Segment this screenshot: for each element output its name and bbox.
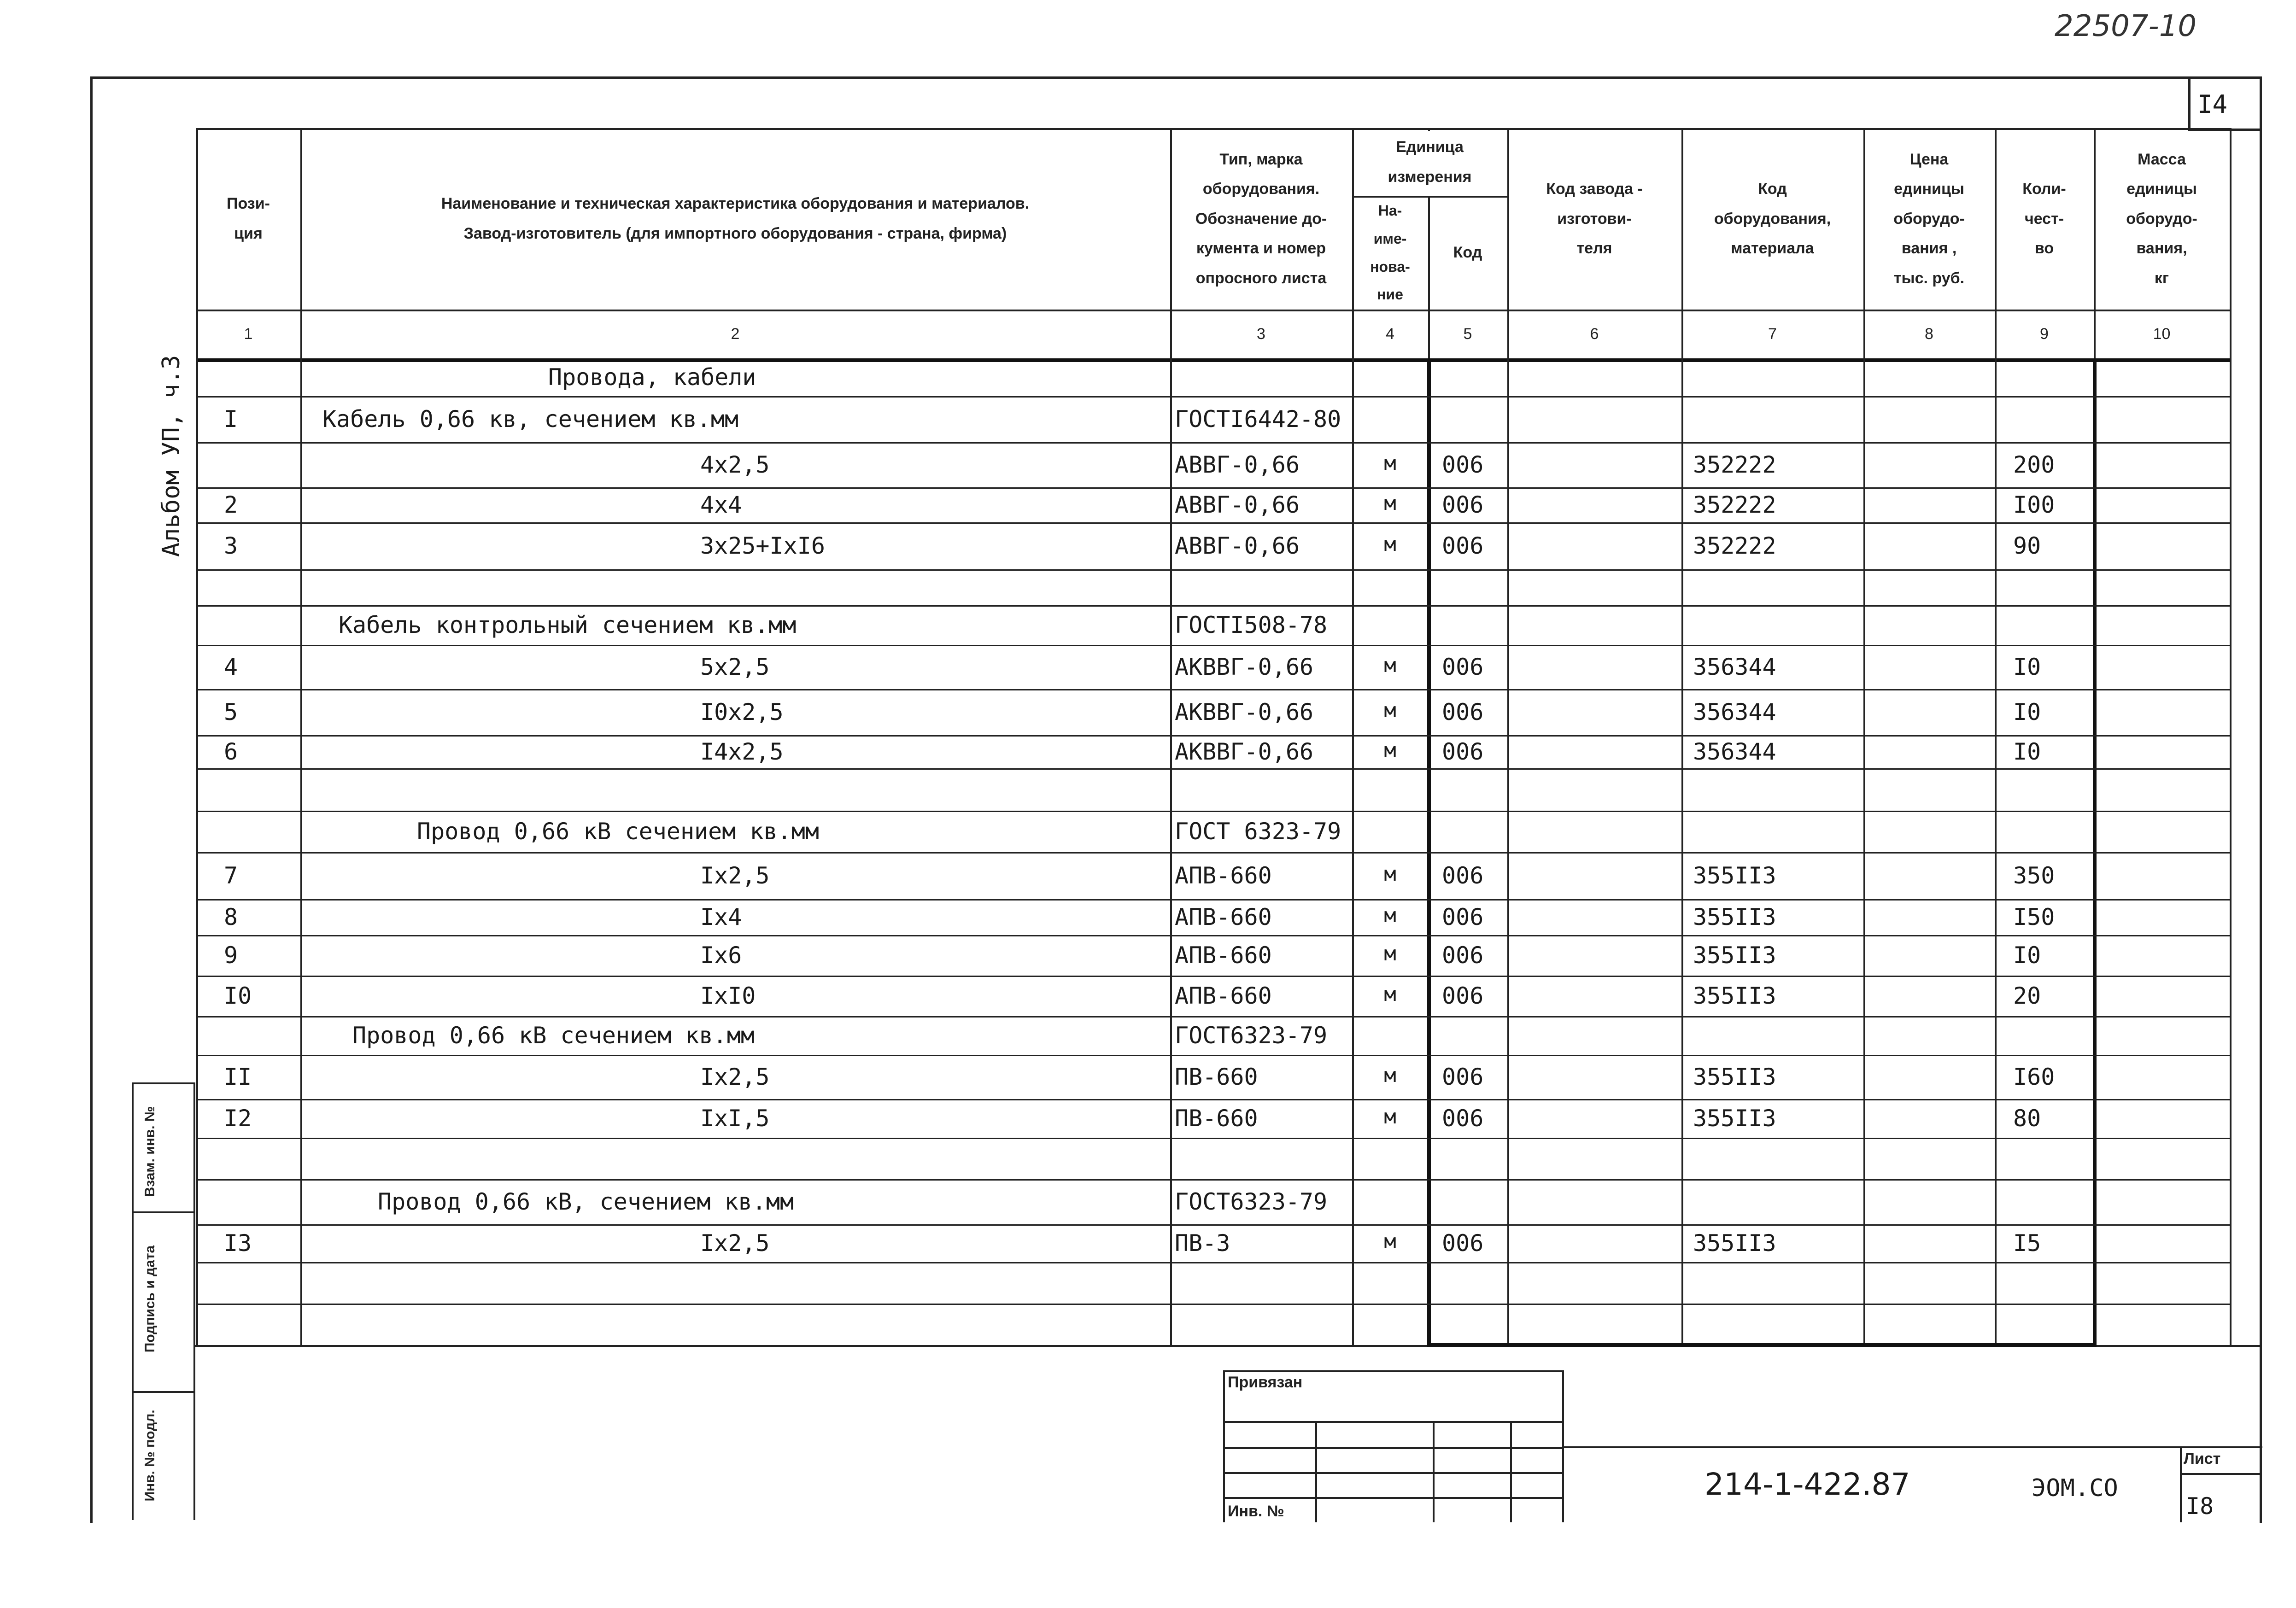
stamp-line [1510, 1421, 1512, 1522]
quantity-cell: I0 [2013, 942, 2041, 969]
unit-code-cell: 006 [1442, 862, 1484, 889]
unit-cell: м [1384, 491, 1396, 515]
stamp-line [1223, 1472, 1564, 1474]
type-cell: АВВГ-0,66 [1175, 532, 1300, 559]
document-code-handwritten: 22507-10 [2055, 9, 2197, 43]
attached-label: Привязан [1228, 1374, 1303, 1391]
item-name-cell: Ix6 [700, 942, 742, 969]
column-number: 8 [1925, 325, 1933, 343]
quantity-cell: 350 [2013, 862, 2055, 889]
document-number: 214-1-422.87 [1704, 1467, 1910, 1502]
item-name-cell: Ix2,5 [700, 1064, 770, 1090]
type-cell: ГОСТI6442-80 [1175, 406, 1341, 433]
item-name-cell: I0x2,5 [700, 699, 784, 725]
unit-code-cell: 006 [1442, 699, 1484, 725]
position-cell: 7 [224, 862, 238, 889]
type-cell: ПВ-660 [1175, 1105, 1258, 1132]
type-cell: ГОСТ 6323-79 [1175, 818, 1341, 845]
header-material-code: Код оборудования, материала [1714, 180, 1831, 257]
unit-cell: м [1384, 1064, 1396, 1087]
stamp-line [1562, 1446, 2262, 1448]
item-name-cell: 4x4 [700, 491, 742, 518]
header-unit-name: На- име- нова- ние [1370, 202, 1410, 303]
material-code-cell: 355II3 [1693, 942, 1776, 969]
position-cell: I2 [224, 1105, 252, 1132]
column-line-10 [2230, 128, 2232, 1345]
stamp-line [1223, 1370, 1225, 1522]
binding-strip-line-2 [193, 1082, 195, 1520]
stamp-line [1223, 1447, 1564, 1449]
header-name: Наименование и техническая характеристика оборудования и материалов. Завод-изготовитель (для импортного оборудования - страна, фирма) [441, 195, 1030, 242]
quantity-cell: I0 [2013, 738, 2041, 765]
item-name-cell: I4x2,5 [700, 738, 784, 765]
material-code-cell: 355II3 [1693, 1064, 1776, 1090]
column-number: 4 [1386, 325, 1394, 343]
header-type: Тип, марка оборудования. Обозначение до- кумента и номер опросного листа [1195, 150, 1327, 287]
column-number: 10 [2153, 325, 2171, 343]
unit-code-cell: 006 [1442, 491, 1484, 518]
item-group-title: Провод 0,66 кВ, сечением кв.мм [378, 1188, 794, 1215]
header-plant-code: Код завода - изготови- теля [1546, 180, 1643, 257]
table-row [196, 1262, 2230, 1304]
type-cell: АВВГ-0,66 [1175, 491, 1300, 518]
table-row [196, 358, 2230, 396]
item-name-cell: Ix2,5 [700, 1230, 770, 1257]
sheet-number-top: I4 [2197, 90, 2228, 119]
item-name-cell: 5x2,5 [700, 654, 770, 680]
unit-code-cell: 006 [1442, 1105, 1484, 1132]
type-cell: АПВ-660 [1175, 904, 1272, 930]
type-cell: ГОСТ6323-79 [1175, 1188, 1328, 1215]
material-code-cell: 355II3 [1693, 982, 1776, 1009]
item-name-cell: Ix4 [700, 904, 742, 930]
side-label-original-inv: Инв. № подл. [142, 1409, 158, 1502]
item-name-cell: IxI0 [700, 982, 756, 1009]
quantity-cell: I0 [2013, 699, 2041, 725]
material-code-cell: 356344 [1693, 738, 1776, 765]
position-cell: 8 [224, 904, 238, 930]
column-number: 3 [1257, 325, 1265, 343]
item-group-title: Провода, кабели [548, 364, 756, 391]
type-cell: ГОСТI508-78 [1175, 612, 1328, 638]
unit-code-cell: 006 [1442, 532, 1484, 559]
material-code-cell: 355II3 [1693, 1105, 1776, 1132]
unit-code-cell: 006 [1442, 1230, 1484, 1257]
unit-cell: м [1384, 738, 1396, 762]
type-cell: ПВ-660 [1175, 1064, 1258, 1090]
unit-code-cell: 006 [1442, 982, 1484, 1009]
position-cell: 3 [224, 532, 238, 559]
inventory-label: Инв. № [1228, 1503, 1284, 1520]
unit-cell: м [1384, 1105, 1396, 1129]
position-cell: I0 [224, 982, 252, 1009]
sheet-number: I8 [2186, 1493, 2214, 1520]
unit-cell: м [1384, 532, 1396, 556]
type-cell: АПВ-660 [1175, 862, 1272, 889]
album-label: Альбом УП, ч.3 [158, 355, 185, 557]
column-number: 7 [1768, 325, 1777, 343]
unit-cell: м [1384, 942, 1396, 965]
unit-code-cell: 006 [1442, 1064, 1484, 1090]
material-code-cell: 356344 [1693, 699, 1776, 725]
position-cell: II [224, 1064, 252, 1090]
stamp-line [1223, 1421, 1564, 1423]
unit-cell: м [1384, 699, 1396, 722]
binding-strip-line [132, 1082, 134, 1520]
material-code-cell: 355II3 [1693, 1230, 1776, 1257]
type-cell: АПВ-660 [1175, 942, 1272, 969]
stamp-line [2180, 1473, 2262, 1475]
header-price: Цена единицы оборудо- вания , тыс. руб. [1893, 150, 1965, 287]
position-cell: 6 [224, 738, 238, 765]
header-unit-code: Код [1453, 244, 1482, 262]
unit-cell: м [1384, 862, 1396, 886]
quantity-cell: I60 [2013, 1064, 2055, 1090]
header-quantity: Коли- чест- во [2022, 180, 2066, 257]
item-group-title: Кабель 0,66 кв, сечением кв.мм [322, 406, 739, 433]
unit-cell: м [1384, 1230, 1396, 1253]
unit-code-cell: 006 [1442, 654, 1484, 680]
unit-code-cell: 006 [1442, 904, 1484, 930]
item-group-title: Кабель контрольный сечением кв.мм [339, 612, 797, 638]
stamp-line [2180, 1446, 2182, 1522]
binding-strip-h1 [132, 1082, 195, 1084]
binding-strip-h3 [132, 1391, 195, 1393]
quantity-cell: 80 [2013, 1105, 2041, 1132]
item-name-cell: IxI,5 [700, 1105, 770, 1132]
material-code-cell: 352222 [1693, 451, 1776, 478]
type-cell: АКВВГ-0,66 [1175, 738, 1314, 765]
table-row [196, 768, 2230, 811]
type-cell: АКВВГ-0,66 [1175, 654, 1314, 680]
table-row [196, 1304, 2230, 1345]
binding-strip-h2 [132, 1211, 195, 1213]
header-unit: Единица измерения [1388, 138, 1472, 186]
stamp-line [1315, 1421, 1317, 1522]
item-name-cell: Ix2,5 [700, 862, 770, 889]
quantity-cell: 90 [2013, 532, 2041, 559]
header-position: Пози- ция [227, 195, 270, 242]
unit-code-cell: 006 [1442, 451, 1484, 478]
item-name-cell: 4x2,5 [700, 451, 770, 478]
type-cell: ПВ-3 [1175, 1230, 1230, 1257]
unit-cell: м [1384, 904, 1396, 927]
stamp-line [1223, 1497, 1564, 1499]
material-code-cell: 356344 [1693, 654, 1776, 680]
quantity-cell: 200 [2013, 451, 2055, 478]
material-code-cell: 355II3 [1693, 904, 1776, 930]
position-cell: 5 [224, 699, 238, 725]
material-code-cell: 352222 [1693, 491, 1776, 518]
header-mass: Масса единицы оборудо- вания, кг [2126, 150, 2197, 287]
quantity-cell: I5 [2013, 1230, 2041, 1257]
type-cell: АВВГ-0,66 [1175, 451, 1300, 478]
item-name-cell: 3x25+IxI6 [700, 532, 825, 559]
column-number: 2 [731, 325, 740, 343]
item-group-title: Провод 0,66 кВ сечением кв.мм [352, 1022, 755, 1049]
unit-code-cell: 006 [1442, 738, 1484, 765]
unit-cell: м [1384, 451, 1396, 475]
column-number: 5 [1463, 325, 1472, 343]
material-code-cell: 352222 [1693, 532, 1776, 559]
item-group-title: Провод 0,66 кВ сечением кв.мм [417, 818, 819, 845]
column-number: 9 [2040, 325, 2049, 343]
unit-cell: м [1384, 982, 1396, 1006]
quantity-cell: I50 [2013, 904, 2055, 930]
quantity-cell: 20 [2013, 982, 2041, 1009]
stamp-line [1433, 1421, 1435, 1522]
column-number: 6 [1590, 325, 1599, 343]
position-cell: I3 [224, 1230, 252, 1257]
type-cell: ГОСТ6323-79 [1175, 1022, 1328, 1049]
table-row [196, 1138, 2230, 1179]
type-cell: АПВ-660 [1175, 982, 1272, 1009]
quantity-cell: I0 [2013, 654, 2041, 680]
sheet-label: Лист [2184, 1450, 2221, 1468]
type-cell: АКВВГ-0,66 [1175, 699, 1314, 725]
side-label-signature-date: Подпись и дата [142, 1245, 158, 1353]
position-cell: 4 [224, 654, 238, 680]
position-cell: 9 [224, 942, 238, 969]
quantity-cell: I00 [2013, 491, 2055, 518]
document-mark: ЭОМ.СО [2032, 1474, 2118, 1502]
side-label-replacement-inv: Взам. инв. № [142, 1106, 158, 1197]
position-cell: I [224, 406, 238, 433]
material-code-cell: 355II3 [1693, 862, 1776, 889]
unit-code-cell: 006 [1442, 942, 1484, 969]
unit-cell: м [1384, 654, 1396, 677]
column-number: 1 [244, 325, 253, 343]
position-cell: 2 [224, 491, 238, 518]
table-row [196, 569, 2230, 605]
